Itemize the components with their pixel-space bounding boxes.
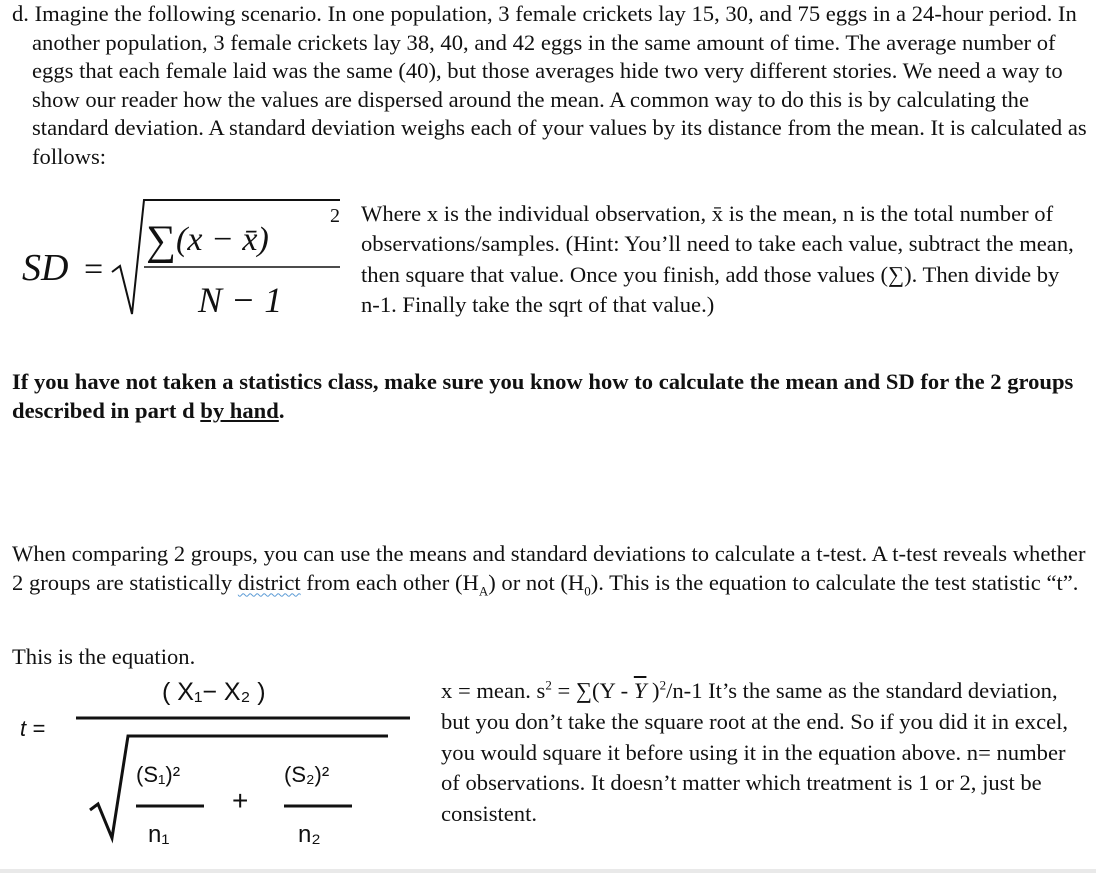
sd-exponent: 2 xyxy=(330,205,340,227)
ttest-explanation xyxy=(441,676,1081,830)
explain-sup: 2 xyxy=(545,677,552,693)
page-bottom-divider xyxy=(0,869,1096,873)
sd-formula xyxy=(18,196,348,336)
explain-p4: /n-1 It’s the same as the standard deviation, but you don’t take the square root at the end. So if you did it in excel, you would square it before using it in the equation above. n= number of observations. It doesn’t matter which treatment is 1 or 2, just be consistent. xyxy=(441,678,1069,827)
h-0-subscript: 0 xyxy=(584,583,591,599)
equation-label: This is the equation. xyxy=(12,644,196,669)
ttest-intro-part2: from each other (H xyxy=(300,569,479,595)
sd-denominator: N − 1 xyxy=(198,280,283,320)
t-numerator: ( X₁− X₂ ) xyxy=(162,678,266,706)
explain-sup-b: 2 xyxy=(659,677,667,693)
t-s1-squared: (S₁)² xyxy=(136,762,181,787)
sd-numerator: (x − x̄) xyxy=(176,221,269,258)
part-d-paragraph: d. Imagine the following scenario. In one population, 3 female crickets lay 15, 30, and 75 eggs in a 24-hour period. In another population, 3 female crickets lay 38, 40, and 42 eggs in the same amount of time. The average number of eggs that each female laid was the same (40), but those averages hide two very different stories. We need a way to show our reader how the values are dispersed around the mean. A common way to do this is by calculating the standard deviation. A standard deviation weighs each of your values by its distance from the mean. It is calculated as follows: xyxy=(12,1,1087,169)
t-test-formula xyxy=(18,672,418,852)
explain-p2: = ∑(Y - xyxy=(551,678,634,703)
ttest-intro-part4: ). This is the equation to calculate the test statistic “t”. xyxy=(590,569,1079,595)
ttest-intro-part3: ) or not (H xyxy=(488,569,585,595)
bold-note-text: If you have not taken a statistics class, make sure you know how to calculate the mean and SD for the 2 groups described in part d xyxy=(12,369,1074,423)
t-s2-squared: (S₂)² xyxy=(284,762,330,787)
bold-note xyxy=(12,367,1087,425)
t-n1: n₁ xyxy=(148,821,170,848)
spellcheck-flagged-word[interactable]: district xyxy=(237,569,301,595)
by-hand-emphasis: by hand xyxy=(200,398,279,423)
sd-hint-text: Where x is the individual observation, x̄ is the mean, n is the total number of observations/samples. (Hint: You’ll need to take each value, subtract the mean, then square that value. Once you finish, add those values (∑). Then divide by n-1. Finally take the sqrt of that value.) xyxy=(361,201,1074,317)
ttest-intro-part1: When comparing 2 groups, you can use the means and standard deviations to calculate a t-test. A t-test reveals whether 2 groups are statistically xyxy=(12,541,1086,595)
t-n2: n₂ xyxy=(298,821,321,848)
h-a-subscript: A xyxy=(478,583,489,599)
ttest-intro-paragraph xyxy=(12,540,1087,597)
sd-lhs: SD xyxy=(22,247,69,289)
explain-p1: x = mean. s xyxy=(441,678,546,703)
explain-p3: ) xyxy=(646,678,660,703)
sd-equals: = xyxy=(84,251,104,288)
y-bar-symbol: $\overline{Y}$ xyxy=(633,678,647,703)
t-lhs: t = xyxy=(20,716,46,741)
t-plus-sign: + xyxy=(232,785,249,816)
sd-sigma: ∑ xyxy=(146,218,176,264)
bold-note-end: . xyxy=(278,398,285,423)
